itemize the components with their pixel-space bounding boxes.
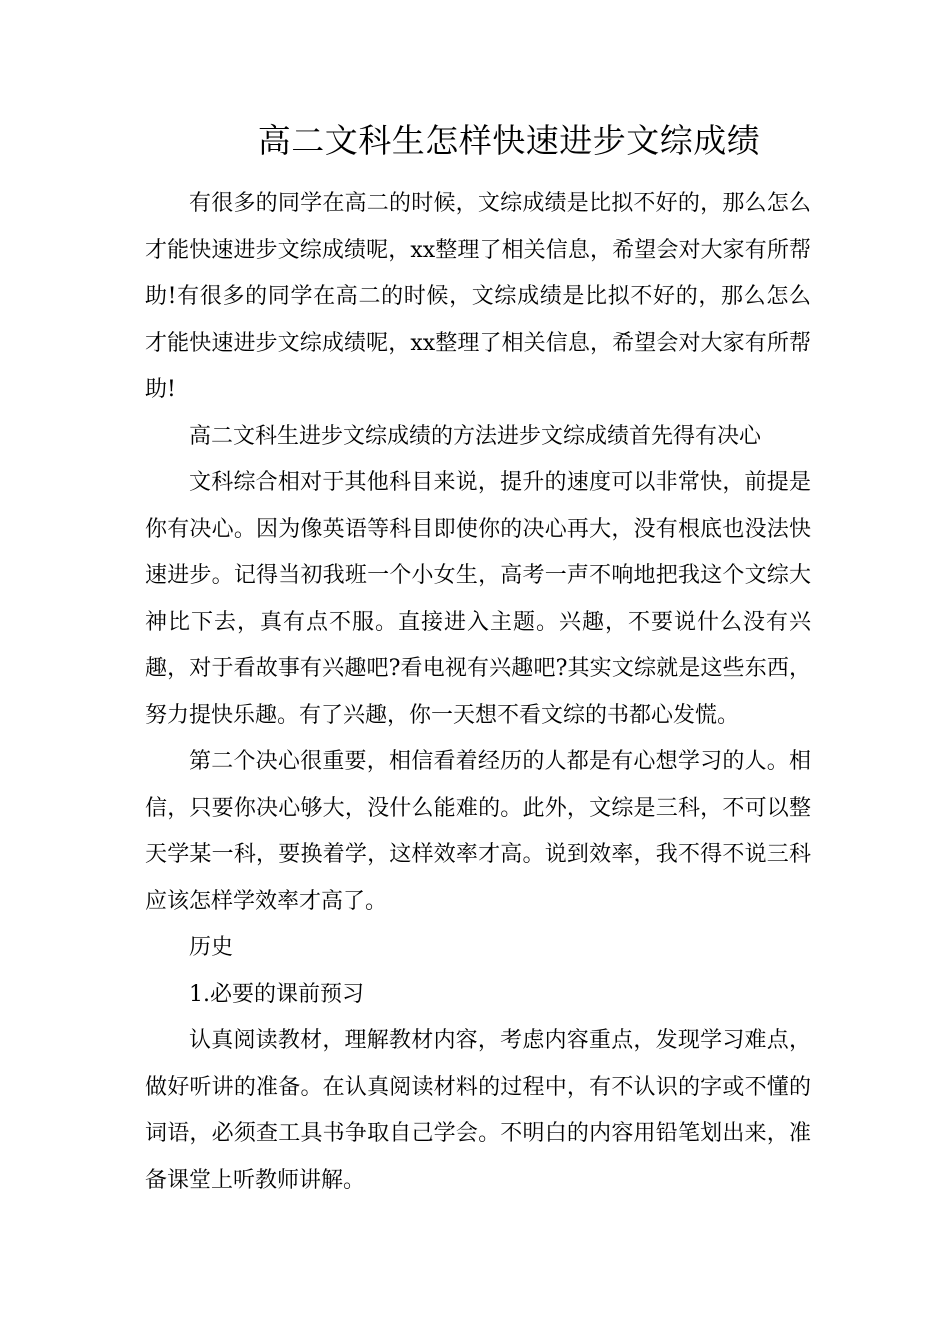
paragraph-preview-body: 认真阅读教材，理解教材内容，考虑内容重点，发现学习难点，做好听讲的准备。在认真阅读材料的过程中，有不认识的字或不懂的词语，必须查工具书争取自己学会。不明白的内容用铅笔划出来，准备课堂上听教师讲解。 (145, 1028, 811, 1193)
document-title: 高二文科生怎样快速进步文综成绩 (257, 121, 761, 160)
paragraph-intro: 有很多的同学在高二的时候，文综成绩是比拟不好的，那么怎么才能快速进步文综成绩呢，xx整理了相关信息，希望会对大家有所帮助!有很多的同学在高二的时候，文综成绩是比拟不好的，那么怎么才能快速进步文综成绩呢，xx整理了相关信息，希望会对大家有所帮助! (145, 191, 811, 402)
paragraph-preview-heading: 1.必要的课前预习 (189, 981, 364, 1007)
document-body (145, 181, 811, 1204)
paragraph-second-determination: 第二个决心很重要，相信看着经历的人都是有心想学习的人。相信，只要你决心够大，没什么能难的。此外，文综是三科，不可以整天学某一科，要换着学，这样效率才高。说到效率，我不得不说三科应该怎样学效率才高了。 (145, 749, 811, 914)
paragraph-determination: 文科综合相对于其他科目来说，提升的速度可以非常快，前提是你有决心。因为像英语等科目即使你的决心再大，没有根底也没法快速进步。记得当初我班一个小女生，高考一声不响地把我这个文综大神比下去，真有点不服。直接进入主题。兴趣，不要说什么没有兴趣，对于看故事有兴趣吧?看电视有兴趣吧?其实文综就是这些东西，努力提快乐趣。有了兴趣，你一天想不看文综的书都心发慌。 (145, 470, 811, 728)
paragraph-history-heading: 历史 (189, 935, 234, 960)
paragraph-section-heading: 高二文科生进步文综成绩的方法进步文综成绩首先得有决心 (189, 423, 762, 449)
